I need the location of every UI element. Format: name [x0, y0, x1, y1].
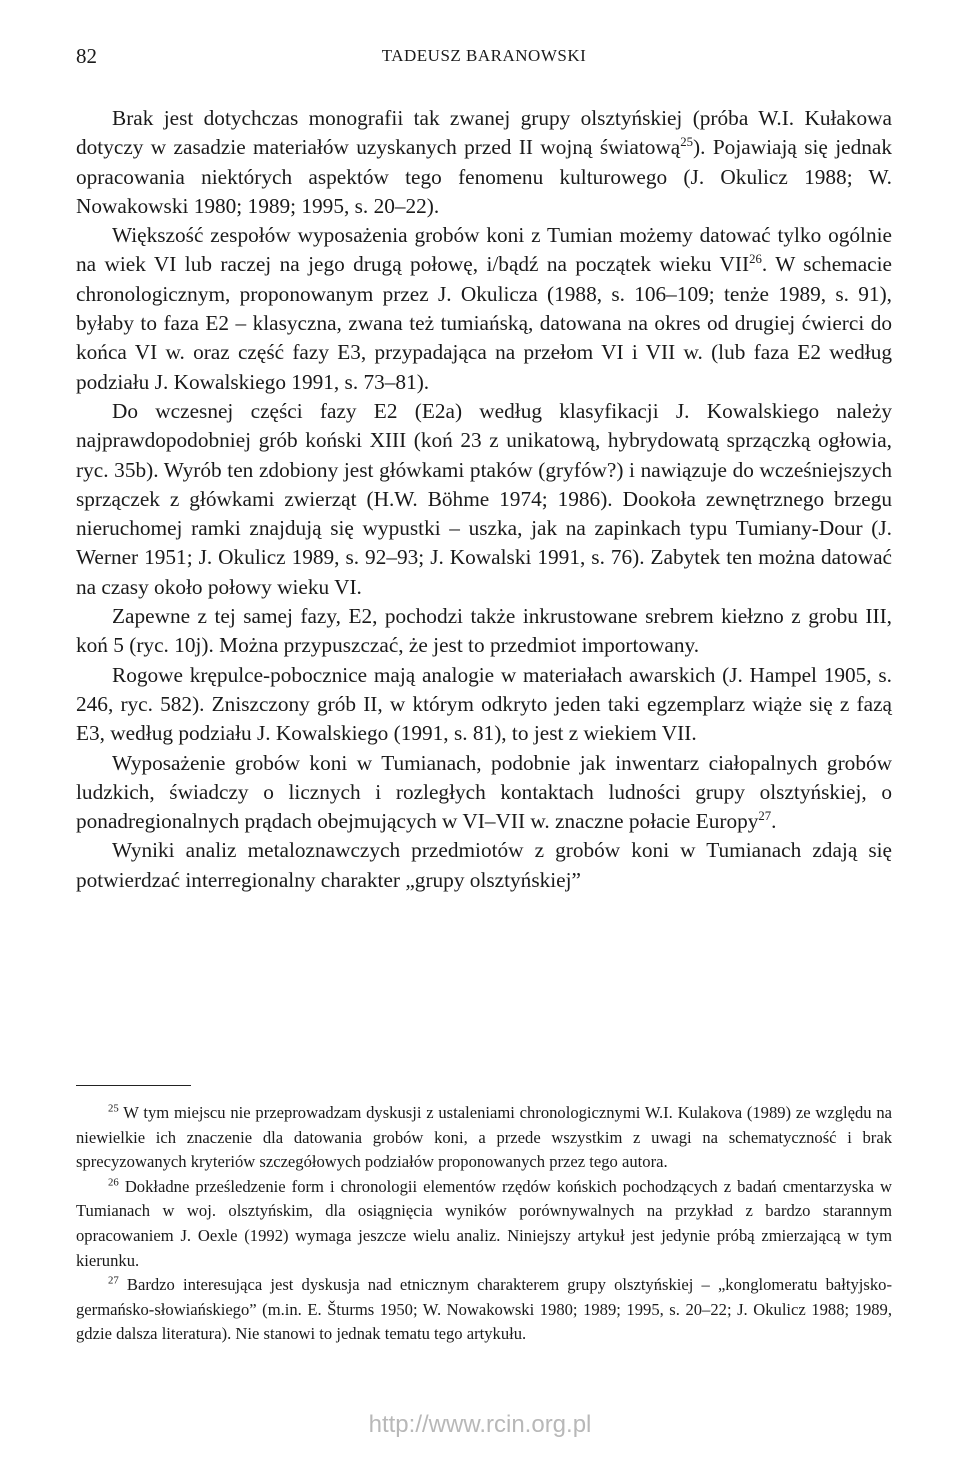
footnote: [76, 1101, 892, 1175]
footnote-text: Dokładne prześledzenie form i chronologii elementów rzędów końskich pochodzących z badań cmentarzyska w Tumianach w woj. olsztyńskim, dla osiągnięcia wyników porównywalnych na przykład z bardzo starannym opracowaniem J. Oexle (1992) wymaga jeszcze wielu analiz. Niniejszy artykuł jest jedynie próbą zmierzającą w tym kierunku.: [76, 1176, 892, 1270]
paragraph: Do wczesnej części fazy E2 (E2a) według klasyfikacji J. Kowalskiego należy najprawdopodobniej grób koński XIII (koń 23 z unikatową, hybrydowatą sprzączką ogłowia, ryc. 35b). Wyrób ten zdobiony jest główkami ptaków (gryfów?) i nawiązuje do wcześniejszych sprzączek z główkami zwierząt (H.W. Böhme 1974; 1986). Dookoła zewnętrznego brzegu nieruchomej ramki znajdują się wypustki – uszka, jak na zapinkach typu Tumiany-Dour (J. Werner 1951; J. Okulicz 1989, s. 92–93; J. Kowalski 1991, s. 76). Zabytek ten można datować na czasy około połowy wieku VI.: [76, 398, 892, 599]
footnotes: [76, 1101, 892, 1347]
footnote-number: 26: [108, 1176, 119, 1189]
footnote-number: 25: [108, 1102, 119, 1115]
footnote-divider: [76, 1085, 191, 1086]
body-text: [76, 104, 892, 895]
running-title: TADEUSZ BARANOWSKI: [381, 46, 587, 65]
footnote: [76, 1273, 892, 1347]
paragraph: Wyniki analiz metaloznawczych przedmiotów z grobów koni w Tumianach zdają się potwierdzać interregionalny charakter „grupy olsztyńskiej”: [76, 838, 892, 892]
watermark-url: http://www.rcin.org.pl: [368, 1411, 592, 1438]
running-header: [76, 44, 892, 74]
footnote-text: W tym miejscu nie przeprowadzam dyskusji z ustaleniami chronologicznymi W.I. Kulakova (1989) ze względu na niewielkie ich znaczenie dla datowania grobów koni, a przede wszystkim z uwagi na schematyczność i brak sprecyzowanych kryteriów szczegółowych podziałów proponowanych przez tego autora.: [76, 1103, 893, 1172]
footnote-text: Bardzo interesująca jest dyskusja nad etnicznym charakterem grupy olsztyńskiej – „konglomeratu bałtyjsko-germańsko-słowiańskiego” (m.in. E. Šturms 1950; W. Nowakowski 1980; 1989; 1995, s. 20–22; J. Okulicz 1988; 1989, gdzie dalsza literatura). Nie stanowi to jednak tematu tego artykułu.: [76, 1275, 892, 1344]
paragraph: Brak jest dotychczas monografii tak zwanej grupy olsztyńskiej (próba W.I. Kułakowa dotyczy w zasadzie materiałów uzyskanych przed II wojną światową$^{25}$). Pojawiają się jednak opracowania niektórych aspektów tego fenomenu kulturowego (J. Okulicz 1988; W. Nowakowski 1980; 1989; 1995, s. 20–22).: [76, 106, 893, 218]
page-number: 82: [76, 44, 97, 68]
footnote-ref[interactable]: 26: [749, 252, 762, 267]
paragraph: Rogowe krępulce-pobocznice mają analogie w materiałach awarskich (J. Hampel 1905, s. 246, ryc. 582). Zniszczony grób II, w którym odkryto jeden taki egzemplarz wiąże się z fazą E3, według podziału J. Kowalskiego (1991, s. 81), to jest z wiekiem VII.: [76, 662, 892, 746]
paragraph: Zapewne z tej samej fazy, E2, pochodzi także inkrustowane srebrem kiełzno z grobu III, koń 5 (ryc. 10j). Można przypuszczać, że jest to przedmiot importowany.: [76, 604, 892, 658]
footnote-number: 27: [108, 1274, 119, 1287]
footnote-ref[interactable]: 25: [680, 135, 694, 150]
paragraph: Większość zespołów wyposażenia grobów koni z Tumian możemy datować tylko ogólnie na wiek VI lub raczej na jego drugą połowę, i/bądź na początek wieku VII$^{26}$. W schemacie chronologicznym, proponowanym przez J. Okulicza (1988, s. 106–109; tenże 1989, s. 91), byłaby to faza E2 – klasyczna, zwana też tumiańską, datowana na okres od drugiej ćwierci do końca VI w. oraz część fazy E3, przypadająca na przełom VI i VII w. (lub faza E2 według podziału J. Kowalskiego 1991, s. 73–81).: [76, 223, 892, 394]
footnote-ref[interactable]: 27: [758, 809, 772, 824]
footnote: [76, 1175, 892, 1273]
paragraph: Wyposażenie grobów koni w Tumianach, podobnie jak inwentarz ciałopalnych grobów ludzkich, świadczy o licznych i rozległych kontaktach ludności grupy olsztyńskiej, o ponadregionalnych prądach obejmujących w VI–VII w. znaczne połacie Europy$^{27}$.: [76, 750, 892, 834]
